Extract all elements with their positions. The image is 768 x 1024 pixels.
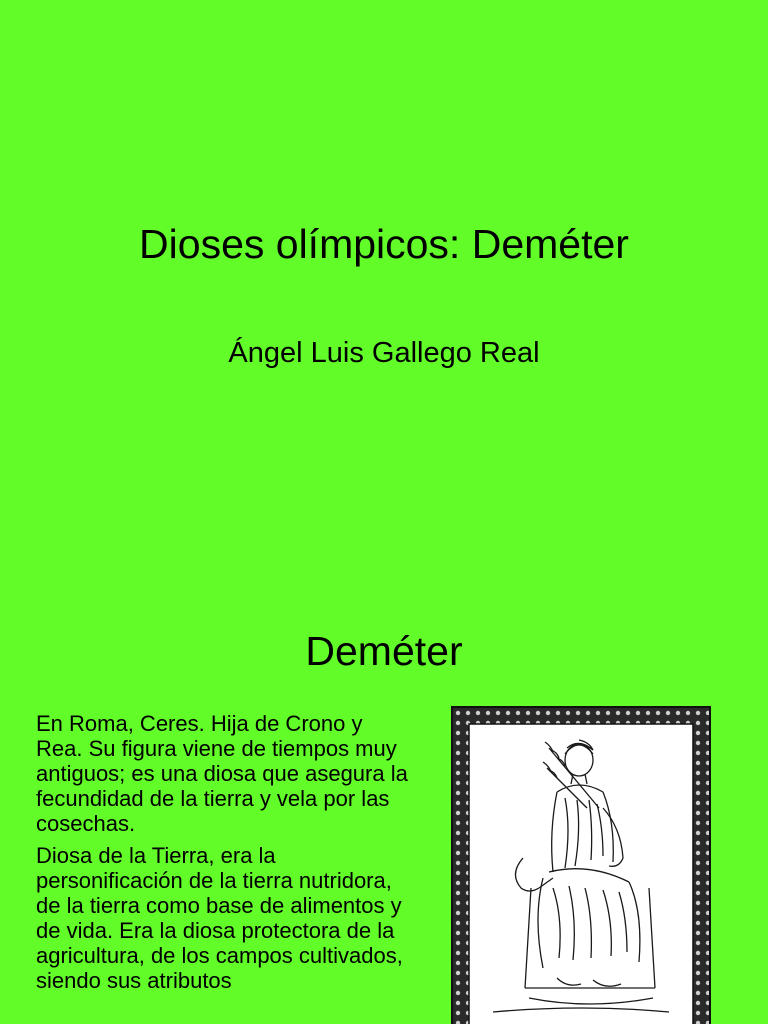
slide-demeter <box>0 576 768 1024</box>
slide-2-body <box>36 711 408 1000</box>
slide-1-author: Ángel Luis Gallego Real <box>228 337 540 369</box>
slide-1-title: Dioses olímpicos: Deméter <box>139 221 629 267</box>
body-paragraph: En Roma, Ceres. Hija de Crono y Rea. Su figura viene de tiempos muy antiguos; es una diosa que asegura la fecundidad de la tierra y vela por las cosechas. <box>36 711 408 836</box>
slide-2-title: Deméter <box>305 628 463 674</box>
body-paragraph: Diosa de la Tierra, era la personificación de la tierra nutridora, de la tierra como base de alimentos y de vida. Era la diosa protectora de la agricultura, de los campos cultivados, siendo sus atributos <box>36 843 403 993</box>
demeter-engraving-icon <box>453 708 709 1024</box>
demeter-illustration <box>451 706 711 1024</box>
